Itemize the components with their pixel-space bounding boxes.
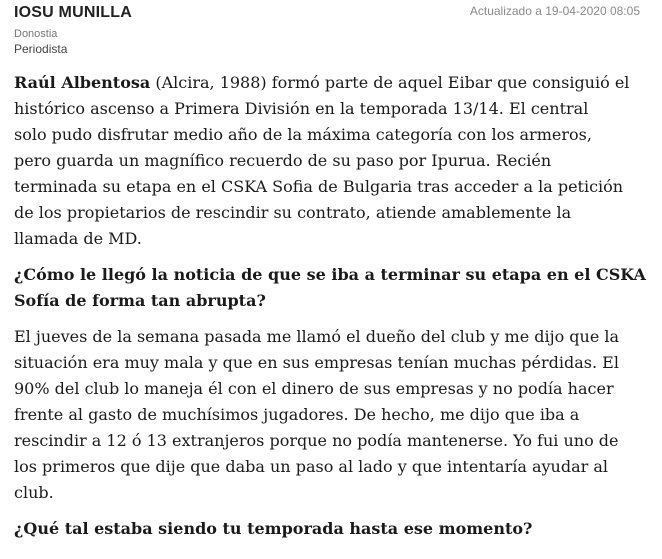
intro-line: solo pudo disfrutar medio año de la máxima categoría con los armeros, — [14, 125, 592, 144]
author-location: Donostia — [14, 28, 58, 40]
article-body — [14, 70, 650, 552]
answer-line: los primeros que dije que daba un paso al lado y que intentaría ayudar al — [14, 457, 609, 476]
question-heading — [14, 516, 650, 542]
intro-line: pero guarda un magnífico recuerdo de su paso por Ipurua. Recién — [14, 151, 552, 170]
author-role: Periodista — [14, 42, 68, 56]
updated-timestamp: Actualizado a 19-04-2020 08:05 — [469, 4, 640, 18]
intro-line: terminada su etapa en el CSKA Sofia de Bulgaria tras acceder a la petición — [14, 177, 624, 196]
intro-line: histórico ascenso a Primera División en la temporada 13/14. El central — [14, 99, 589, 118]
question-line: ¿Cómo le llegó la noticia de que se iba a terminar su etapa en el CSKA — [14, 265, 646, 284]
interviewee-name: Raúl Albentosa — [14, 73, 151, 92]
intro-line-text: (Alcira, 1988) formó parte de aquel Eibar que consiguió el — [150, 73, 630, 92]
answer-line: El jueves de la semana pasada me llamó el dueño del club y me dijo que la — [14, 327, 620, 346]
answer-line: frente al gasto de muchísimos jugadores. De hecho, me dijo que iba a — [14, 405, 580, 424]
question-line: Sofía de forma tan abrupta? — [14, 291, 266, 310]
article-byline — [14, 4, 650, 60]
answer-line: rescindir a 12 ó 13 extranjeros porque no podía mantenerse. Yo fui uno de — [14, 431, 619, 450]
author-name[interactable]: IOSU MUNILLA — [14, 4, 132, 21]
answer-line: club. — [14, 483, 54, 502]
intro-paragraph — [14, 70, 650, 252]
answer-line: situación era muy mala y que en sus empresas tenían muchas pérdidas. El — [14, 353, 619, 372]
question-heading — [14, 262, 650, 314]
question-line: ¿Qué tal estaba siendo tu temporada hasta ese momento? — [14, 519, 533, 538]
intro-line — [14, 70, 650, 96]
intro-line: de los propietarios de rescindir su contrato, atiende amablemente la — [14, 203, 572, 222]
answer-paragraph — [14, 324, 650, 506]
answer-line: 90% del club lo maneja él con el dinero de sus empresas y no podía hacer — [14, 379, 614, 398]
intro-line: llamada de MD. — [14, 229, 142, 248]
